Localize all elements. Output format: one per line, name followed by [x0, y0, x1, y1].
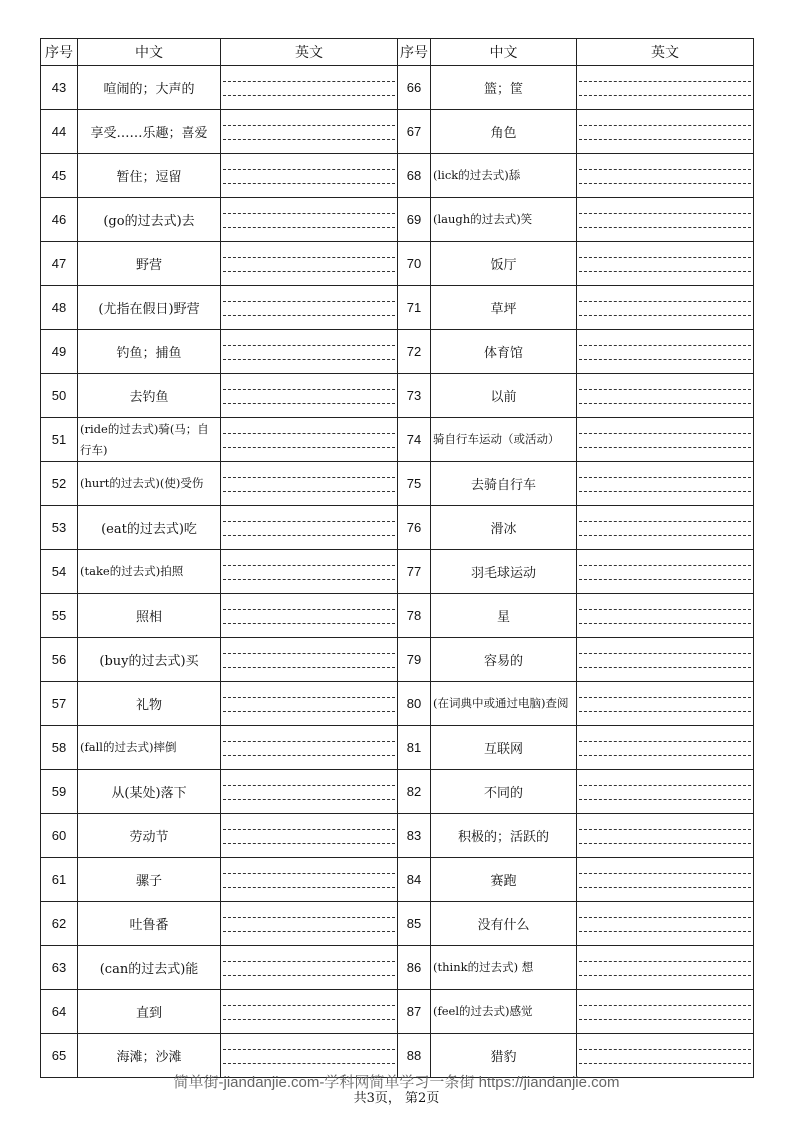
answer-line	[223, 227, 395, 228]
answer-line	[579, 477, 751, 478]
chinese-meaning: 喧闹的；大声的	[78, 66, 221, 110]
watermark: 简单街-jiandanjie.com-学科网简单学习一条街 https://jiandanjie.com	[173, 1074, 620, 1091]
answer-line	[223, 213, 395, 214]
answer-line	[223, 535, 395, 536]
english-answer-field[interactable]	[577, 286, 754, 330]
answer-line	[223, 931, 395, 932]
chinese-meaning: 角色	[431, 110, 577, 154]
item-number: 46	[41, 198, 78, 242]
answer-line	[223, 887, 395, 888]
table-row	[41, 990, 754, 1034]
chinese-meaning: (eat的过去式)吃	[78, 506, 221, 550]
answer-line	[579, 1019, 751, 1020]
answer-line	[223, 389, 395, 390]
answer-line	[579, 125, 751, 126]
item-number: 85	[398, 902, 431, 946]
chinese-meaning: 不同的	[431, 770, 577, 814]
chinese-meaning: (fall的过去式)摔倒	[78, 726, 221, 770]
english-answer-field[interactable]	[221, 858, 398, 902]
english-answer-field[interactable]	[577, 858, 754, 902]
header-num: 序号	[398, 39, 431, 66]
answer-line	[579, 975, 751, 976]
table-row	[41, 330, 754, 374]
answer-line	[579, 257, 751, 258]
answer-line	[223, 741, 395, 742]
answer-line	[223, 359, 395, 360]
item-number: 44	[41, 110, 78, 154]
english-answer-field[interactable]	[577, 726, 754, 770]
chinese-meaning: 骑自行车运动（或活动）	[431, 418, 577, 462]
table-row	[41, 594, 754, 638]
item-number: 78	[398, 594, 431, 638]
answer-line	[579, 271, 751, 272]
item-number: 82	[398, 770, 431, 814]
english-answer-field[interactable]	[577, 594, 754, 638]
table-row	[41, 902, 754, 946]
table-row	[41, 550, 754, 594]
chinese-meaning: (take的过去式)拍照	[78, 550, 221, 594]
header-chinese: 中文	[431, 39, 577, 66]
english-answer-field[interactable]	[221, 110, 398, 154]
page-info: 共3页， 第2页	[353, 1091, 440, 1106]
english-answer-field[interactable]	[577, 198, 754, 242]
answer-line	[223, 785, 395, 786]
chinese-meaning: 骡子	[78, 858, 221, 902]
item-number: 83	[398, 814, 431, 858]
answer-line	[579, 227, 751, 228]
answer-line	[579, 1005, 751, 1006]
english-answer-field[interactable]	[221, 506, 398, 550]
answer-line	[223, 183, 395, 184]
item-number: 77	[398, 550, 431, 594]
answer-line	[223, 975, 395, 976]
item-number: 47	[41, 242, 78, 286]
chinese-meaning: 容易的	[431, 638, 577, 682]
answer-line	[579, 755, 751, 756]
chinese-meaning: 照相	[78, 594, 221, 638]
answer-line	[223, 697, 395, 698]
table-row	[41, 814, 754, 858]
item-number: 87	[398, 990, 431, 1034]
answer-line	[223, 623, 395, 624]
english-answer-field[interactable]	[577, 330, 754, 374]
answer-line	[223, 169, 395, 170]
header-english: 英文	[577, 39, 754, 66]
chinese-meaning: (go的过去式)去	[78, 198, 221, 242]
item-number: 75	[398, 462, 431, 506]
english-answer-field[interactable]	[221, 418, 398, 462]
english-answer-field[interactable]	[577, 242, 754, 286]
item-number: 60	[41, 814, 78, 858]
item-number: 51	[41, 418, 78, 462]
answer-line	[223, 711, 395, 712]
answer-line	[579, 447, 751, 448]
answer-line	[223, 95, 395, 96]
item-number: 69	[398, 198, 431, 242]
header-row	[41, 39, 754, 66]
english-answer-field[interactable]	[577, 990, 754, 1034]
chinese-meaning: 吐鲁番	[78, 902, 221, 946]
english-answer-field[interactable]	[221, 374, 398, 418]
table-row	[41, 374, 754, 418]
chinese-meaning: (buy的过去式)买	[78, 638, 221, 682]
english-answer-field[interactable]	[577, 154, 754, 198]
english-answer-field[interactable]	[577, 770, 754, 814]
chinese-meaning: 体育馆	[431, 330, 577, 374]
answer-line	[579, 799, 751, 800]
answer-line	[579, 829, 751, 830]
chinese-meaning: 野营	[78, 242, 221, 286]
chinese-meaning: 星	[431, 594, 577, 638]
answer-line	[223, 1049, 395, 1050]
answer-line	[223, 917, 395, 918]
answer-line	[223, 1005, 395, 1006]
chinese-meaning: 滑冰	[431, 506, 577, 550]
answer-line	[579, 785, 751, 786]
answer-line	[223, 521, 395, 522]
item-number: 59	[41, 770, 78, 814]
english-answer-field[interactable]	[221, 770, 398, 814]
item-number: 79	[398, 638, 431, 682]
item-number: 55	[41, 594, 78, 638]
answer-line	[579, 359, 751, 360]
chinese-meaning: (think的过去式) 想	[431, 946, 577, 990]
english-answer-field[interactable]	[221, 66, 398, 110]
item-number: 88	[398, 1034, 431, 1078]
table-row	[41, 242, 754, 286]
table-row	[41, 638, 754, 682]
chinese-meaning: (feel的过去式)感觉	[431, 990, 577, 1034]
item-number: 63	[41, 946, 78, 990]
item-number: 54	[41, 550, 78, 594]
chinese-meaning: 草坪	[431, 286, 577, 330]
item-number: 52	[41, 462, 78, 506]
chinese-meaning: 篮；筐	[431, 66, 577, 110]
answer-line	[223, 81, 395, 82]
answer-line	[223, 565, 395, 566]
chinese-meaning: (laugh的过去式)笑	[431, 198, 577, 242]
answer-line	[579, 433, 751, 434]
chinese-meaning: (ride的过去式)骑(马；自行车)	[78, 418, 221, 462]
english-answer-field[interactable]	[221, 638, 398, 682]
item-number: 81	[398, 726, 431, 770]
table-row	[41, 682, 754, 726]
english-answer-field[interactable]	[221, 550, 398, 594]
english-answer-field[interactable]	[577, 814, 754, 858]
answer-line	[579, 653, 751, 654]
item-number: 56	[41, 638, 78, 682]
item-number: 74	[398, 418, 431, 462]
english-answer-field[interactable]	[221, 682, 398, 726]
table-row	[41, 198, 754, 242]
chinese-meaning: 赛跑	[431, 858, 577, 902]
chinese-meaning: 猎豹	[431, 1034, 577, 1078]
answer-line	[223, 345, 395, 346]
item-number: 61	[41, 858, 78, 902]
header-num: 序号	[41, 39, 78, 66]
table-row	[41, 946, 754, 990]
english-answer-field[interactable]	[577, 418, 754, 462]
answer-line	[579, 873, 751, 874]
chinese-meaning: 享受……乐趣；喜爱	[78, 110, 221, 154]
answer-line	[223, 799, 395, 800]
english-answer-field[interactable]	[577, 550, 754, 594]
english-answer-field[interactable]	[221, 946, 398, 990]
chinese-meaning: (hurt的过去式)(使)受伤	[78, 462, 221, 506]
answer-line	[223, 961, 395, 962]
chinese-meaning: (lick的过去式)舔	[431, 154, 577, 198]
answer-line	[579, 961, 751, 962]
english-answer-field[interactable]	[577, 946, 754, 990]
answer-line	[223, 403, 395, 404]
item-number: 70	[398, 242, 431, 286]
chinese-meaning: (尤指在假日)野营	[78, 286, 221, 330]
item-number: 86	[398, 946, 431, 990]
answer-line	[223, 609, 395, 610]
answer-line	[579, 609, 751, 610]
answer-line	[579, 1063, 751, 1064]
answer-line	[579, 81, 751, 82]
item-number: 65	[41, 1034, 78, 1078]
answer-line	[579, 931, 751, 932]
item-number: 58	[41, 726, 78, 770]
table-row	[41, 770, 754, 814]
english-answer-field[interactable]	[221, 286, 398, 330]
chinese-meaning: 羽毛球运动	[431, 550, 577, 594]
item-number: 64	[41, 990, 78, 1034]
answer-line	[579, 213, 751, 214]
answer-line	[579, 183, 751, 184]
table-row	[41, 110, 754, 154]
answer-line	[579, 917, 751, 918]
answer-line	[223, 1019, 395, 1020]
answer-line	[579, 491, 751, 492]
answer-line	[223, 301, 395, 302]
answer-line	[579, 535, 751, 536]
item-number: 67	[398, 110, 431, 154]
table-row	[41, 858, 754, 902]
english-answer-field[interactable]	[577, 374, 754, 418]
chinese-meaning: (在词典中或通过电脑)查阅	[431, 682, 577, 726]
answer-line	[223, 653, 395, 654]
chinese-meaning: 积极的；活跃的	[431, 814, 577, 858]
chinese-meaning: 钓鱼；捕鱼	[78, 330, 221, 374]
answer-line	[223, 315, 395, 316]
english-answer-field[interactable]	[577, 902, 754, 946]
item-number: 72	[398, 330, 431, 374]
item-number: 73	[398, 374, 431, 418]
answer-line	[223, 125, 395, 126]
item-number: 49	[41, 330, 78, 374]
english-answer-field[interactable]	[577, 462, 754, 506]
item-number: 62	[41, 902, 78, 946]
answer-line	[223, 829, 395, 830]
item-number: 57	[41, 682, 78, 726]
english-answer-field[interactable]	[577, 506, 754, 550]
english-answer-field[interactable]	[221, 462, 398, 506]
english-answer-field[interactable]	[221, 198, 398, 242]
item-number: 84	[398, 858, 431, 902]
answer-line	[579, 741, 751, 742]
chinese-meaning: 没有什么	[431, 902, 577, 946]
english-answer-field[interactable]	[577, 638, 754, 682]
item-number: 68	[398, 154, 431, 198]
table-row	[41, 66, 754, 110]
chinese-meaning: 互联网	[431, 726, 577, 770]
answer-line	[579, 95, 751, 96]
answer-line	[223, 477, 395, 478]
answer-line	[579, 623, 751, 624]
answer-line	[579, 389, 751, 390]
answer-line	[223, 843, 395, 844]
item-number: 53	[41, 506, 78, 550]
answer-line	[223, 873, 395, 874]
table-row	[41, 462, 754, 506]
item-number: 43	[41, 66, 78, 110]
chinese-meaning: 劳动节	[78, 814, 221, 858]
english-answer-field[interactable]	[221, 154, 398, 198]
chinese-meaning: 去骑自行车	[431, 462, 577, 506]
english-answer-field[interactable]	[221, 330, 398, 374]
header-english: 英文	[221, 39, 398, 66]
item-number: 71	[398, 286, 431, 330]
table-row	[41, 726, 754, 770]
answer-line	[223, 491, 395, 492]
item-number: 80	[398, 682, 431, 726]
answer-line	[579, 843, 751, 844]
chinese-meaning: 暂住；逗留	[78, 154, 221, 198]
english-answer-field[interactable]	[577, 110, 754, 154]
answer-line	[579, 1049, 751, 1050]
chinese-meaning: 从(某处)落下	[78, 770, 221, 814]
answer-line	[579, 711, 751, 712]
english-answer-field[interactable]	[221, 726, 398, 770]
item-number: 76	[398, 506, 431, 550]
english-answer-field[interactable]	[577, 66, 754, 110]
header-chinese: 中文	[78, 39, 221, 66]
chinese-meaning: 海滩；沙滩	[78, 1034, 221, 1078]
english-answer-field[interactable]	[221, 814, 398, 858]
answer-line	[579, 887, 751, 888]
answer-line	[223, 257, 395, 258]
table-row	[41, 506, 754, 550]
answer-line	[579, 345, 751, 346]
answer-line	[223, 271, 395, 272]
table-row	[41, 286, 754, 330]
chinese-meaning: 饭厅	[431, 242, 577, 286]
answer-line	[579, 301, 751, 302]
answer-line	[223, 433, 395, 434]
answer-line	[579, 565, 751, 566]
answer-line	[579, 667, 751, 668]
chinese-meaning: 直到	[78, 990, 221, 1034]
answer-line	[579, 315, 751, 316]
item-number: 45	[41, 154, 78, 198]
chinese-meaning: (can的过去式)能	[78, 946, 221, 990]
english-answer-field[interactable]	[221, 594, 398, 638]
answer-line	[223, 447, 395, 448]
item-number: 50	[41, 374, 78, 418]
chinese-meaning: 礼物	[78, 682, 221, 726]
english-answer-field[interactable]	[221, 242, 398, 286]
answer-line	[579, 697, 751, 698]
answer-line	[223, 139, 395, 140]
answer-line	[579, 579, 751, 580]
answer-line	[579, 169, 751, 170]
item-number: 66	[398, 66, 431, 110]
answer-line	[579, 521, 751, 522]
answer-line	[223, 1063, 395, 1064]
english-answer-field[interactable]	[221, 902, 398, 946]
answer-line	[223, 579, 395, 580]
table-row	[41, 154, 754, 198]
chinese-meaning: 去钓鱼	[78, 374, 221, 418]
answer-line	[223, 667, 395, 668]
answer-line	[223, 755, 395, 756]
answer-line	[579, 403, 751, 404]
vocabulary-table	[40, 38, 754, 1078]
item-number: 48	[41, 286, 78, 330]
english-answer-field[interactable]	[577, 682, 754, 726]
answer-line	[579, 139, 751, 140]
table-row	[41, 418, 754, 462]
chinese-meaning: 以前	[431, 374, 577, 418]
english-answer-field[interactable]	[221, 990, 398, 1034]
